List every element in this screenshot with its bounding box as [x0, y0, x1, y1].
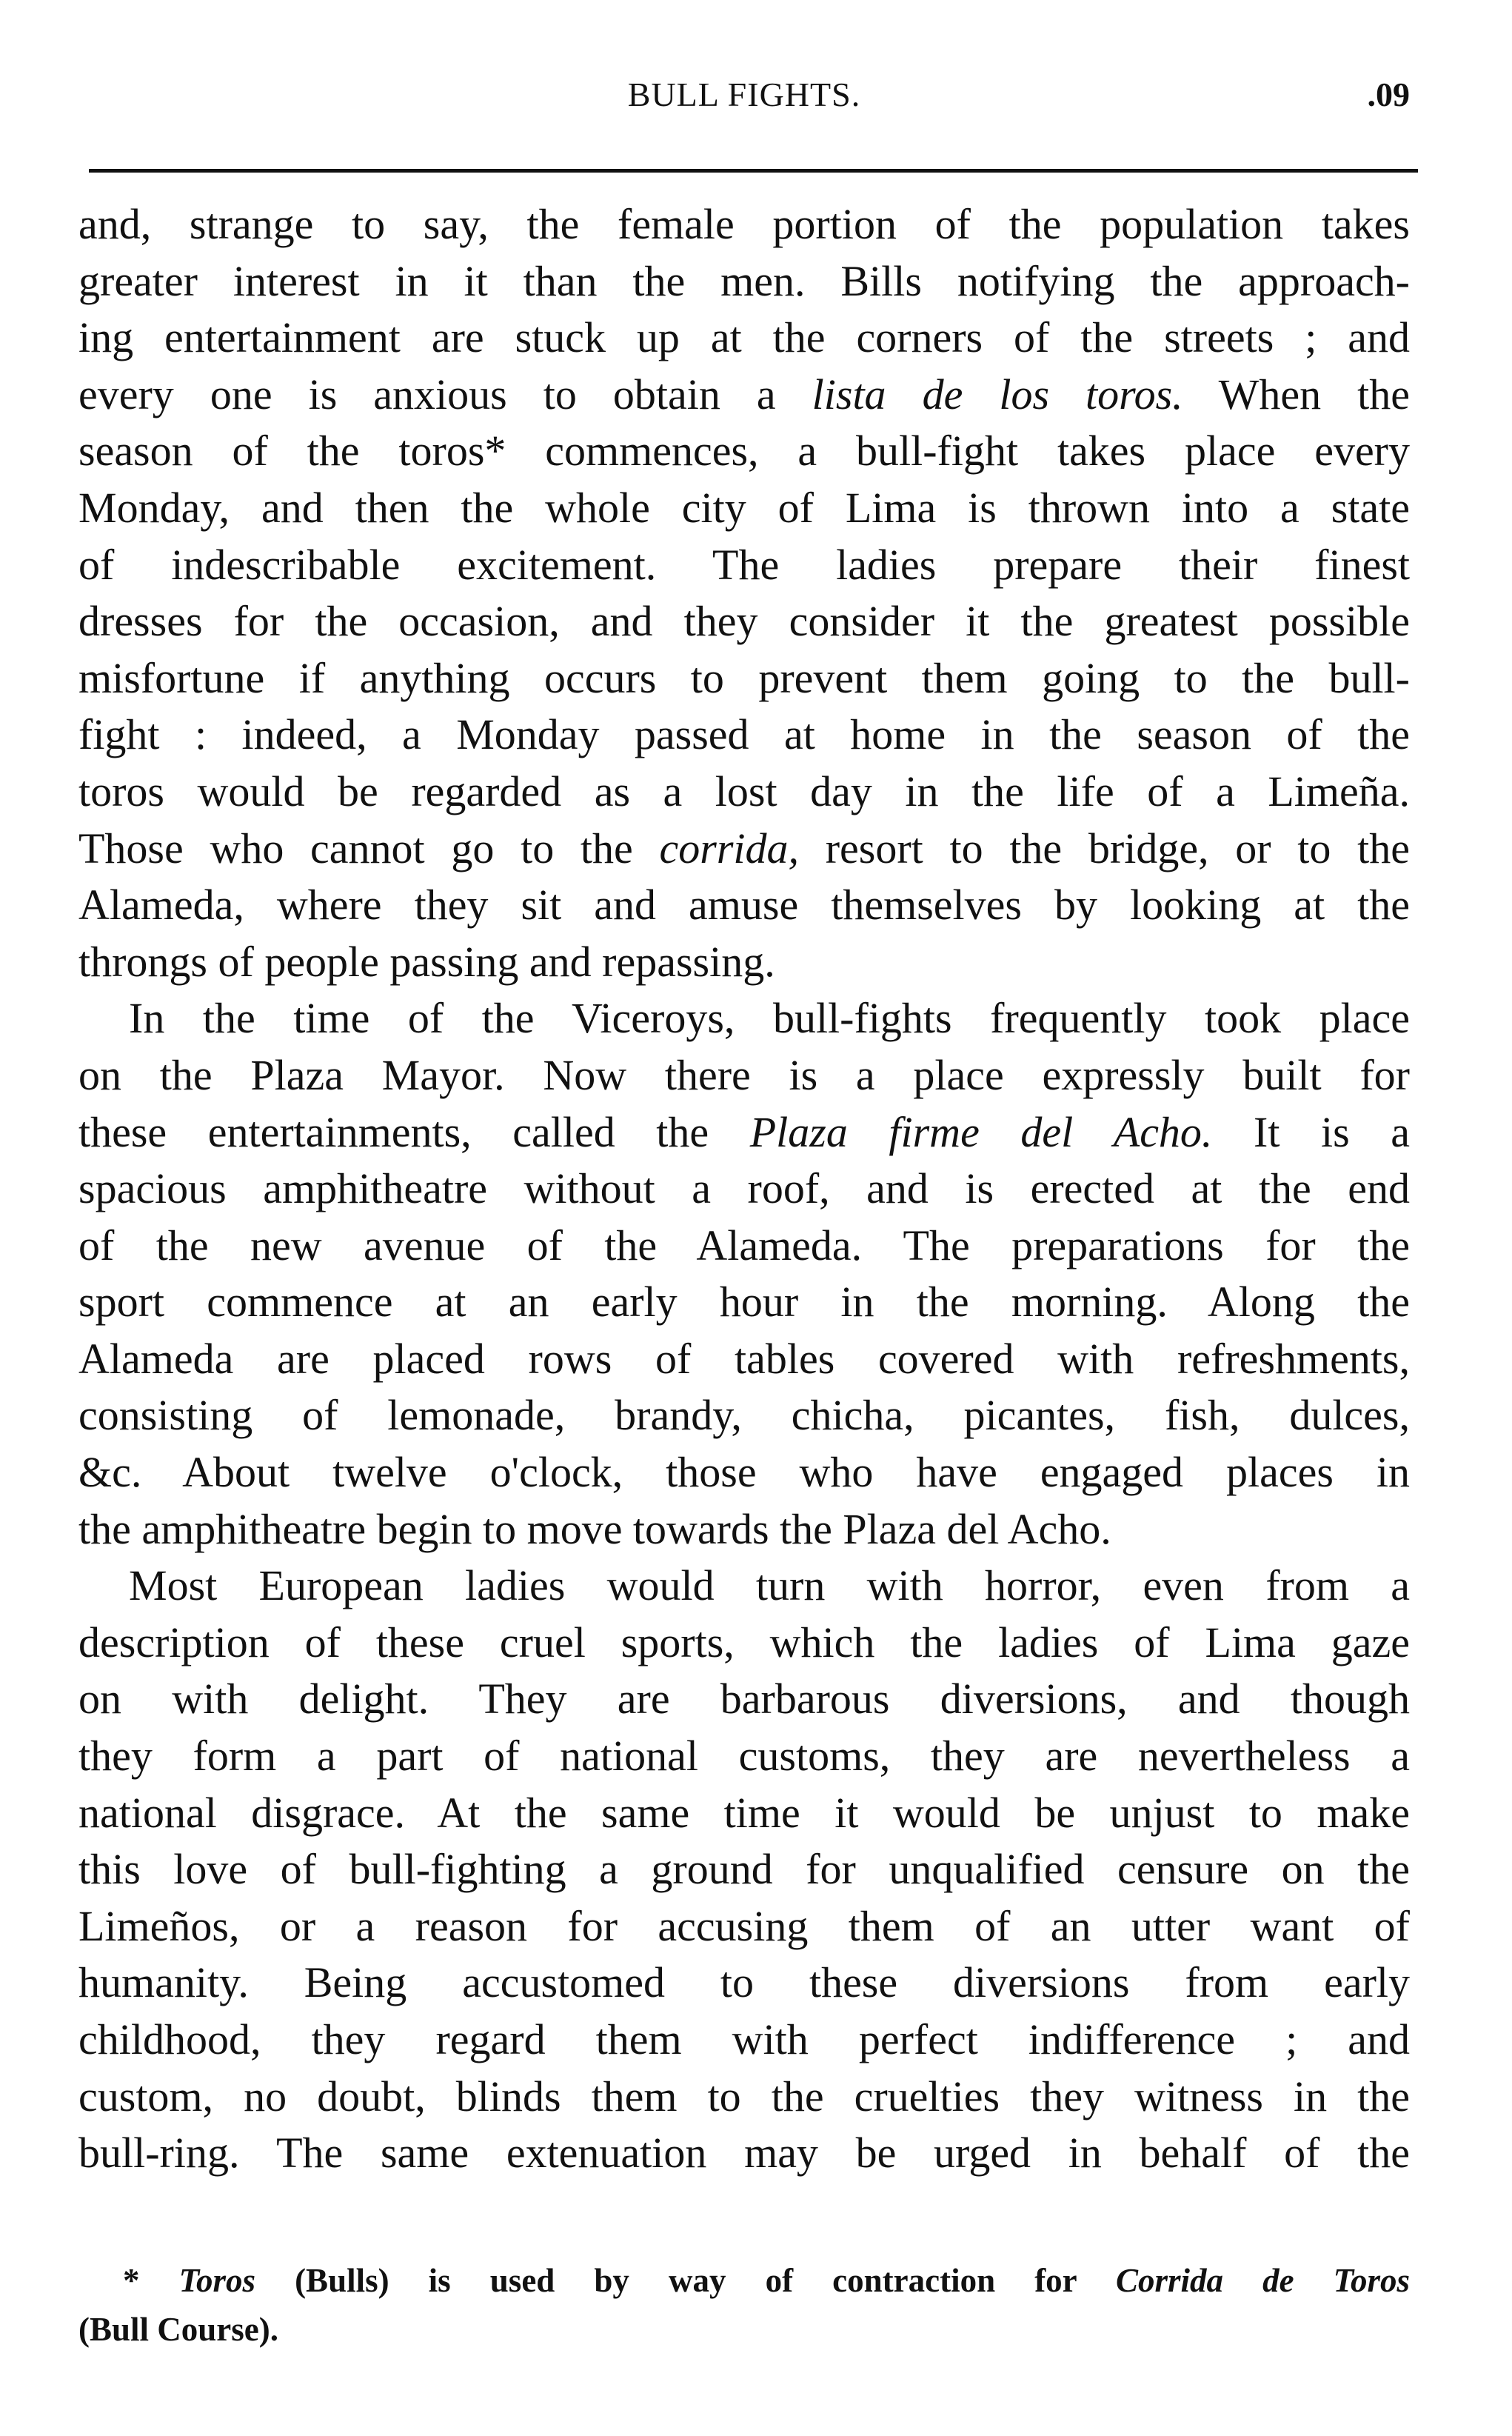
text-line [78, 1387, 1410, 1444]
text-segment: humanity. Being accustomed to these diversions from early [78, 1958, 1410, 2007]
text-segment: description of these cruel sports, which the ladies of Lima gaze [78, 1618, 1410, 1666]
text-line [78, 310, 1410, 367]
text-line [78, 1785, 1410, 1842]
text-segment: of indescribable excitement. The ladies prepare their finest [78, 540, 1410, 589]
text-line [78, 1671, 1410, 1728]
text-line [78, 1501, 1410, 1558]
text-segment: on with delight. They are barbarous diversions, and though [78, 1675, 1410, 1723]
page-header [78, 73, 1410, 117]
text-segment: sport commence at an early hour in the morning. Along the [78, 1278, 1410, 1327]
text-line [78, 934, 1410, 991]
text-segment: on the Plaza Mayor. Now there is a place expressly built for [78, 1050, 1410, 1099]
italic-text: Toros [178, 2262, 255, 2299]
footnote-line [78, 2305, 1410, 2354]
text-line [78, 423, 1410, 480]
text-segment: this love of bull-fighting a ground for unqualified censure on the [78, 1845, 1410, 1894]
text-segment: Monday, and then the whole city of Lima is thrown into a state [78, 483, 1410, 532]
text-line [78, 480, 1410, 537]
italic-text: corrida, [659, 824, 799, 872]
text-segment: (Bull Course). [78, 2311, 278, 2348]
text-line [78, 1841, 1410, 1898]
text-line [78, 877, 1410, 934]
text-segment: misfortune if anything occurs to prevent them going to the bull- [78, 653, 1410, 702]
text-line [78, 537, 1410, 594]
text-segment: every one is anxious to obtain a [78, 370, 812, 418]
text-line [78, 1274, 1410, 1331]
text-line [78, 1104, 1410, 1161]
text-segment: Alameda are placed rows of tables covered with refreshments, [78, 1334, 1410, 1383]
text-segment: Those who cannot go to the [78, 824, 660, 872]
text-line [78, 593, 1410, 650]
text-segment: season of the toros* commences, a bull-fight takes place every [78, 427, 1410, 475]
text-line [78, 1218, 1410, 1275]
text-segment: custom, no doubt, blinds them to the cruelties they witness in the [78, 2072, 1410, 2120]
text-line [78, 1728, 1410, 1785]
text-segment: of the new avenue of the Alameda. The preparations for the [78, 1221, 1410, 1269]
text-segment: Limeños, or a reason for accusing them of an utter want of [78, 1901, 1410, 1950]
text-segment: Alameda, where they sit and amuse themselves by looking at the [78, 881, 1410, 930]
text-segment: In the time of the Viceroys, bull-fights frequently took place [129, 994, 1410, 1043]
footnote-line [78, 2256, 1410, 2305]
text-segment: national disgrace. At the same time it would be unjust to make [78, 1788, 1410, 1837]
text-line [78, 764, 1410, 821]
text-line [78, 1444, 1410, 1501]
text-line [78, 196, 1410, 253]
text-line [78, 1047, 1410, 1104]
text-segment: spacious amphitheatre without a roof, and is erected at the end [78, 1164, 1410, 1213]
text-segment: childhood, they regard them with perfect indifference ; and [78, 2015, 1410, 2063]
text-segment: greater interest in it than the men. Bills notifying the approach- [78, 256, 1410, 305]
text-segment: fight : indeed, a Monday passed at home in the season of the [78, 710, 1410, 759]
italic-text: Corrida de Toros [1115, 2262, 1410, 2299]
text-line [78, 2012, 1410, 2069]
text-line [78, 1615, 1410, 1672]
italic-text: Plaza firme del Acho. [749, 1107, 1213, 1156]
text-line [78, 990, 1410, 1047]
text-segment: It is a [1212, 1107, 1410, 1156]
text-segment: * [123, 2262, 179, 2299]
text-line [78, 821, 1410, 878]
text-line [78, 1331, 1410, 1388]
text-line [78, 650, 1410, 707]
text-segment: and, strange to say, the female portion of the population takes [78, 200, 1410, 248]
text-line [78, 1898, 1410, 1955]
text-segment: they form a part of national customs, they are nevertheless a [78, 1732, 1410, 1781]
running-title: BULL FIGHTS. [627, 76, 861, 113]
text-line [78, 707, 1410, 764]
text-segment: &c. About twelve o'clock, those who have engaged places in [78, 1448, 1410, 1497]
text-line [78, 1558, 1410, 1615]
text-line [78, 2125, 1410, 2182]
footnote [78, 2256, 1410, 2354]
text-segment: dresses for the occasion, and they consider it the greatest possible [78, 597, 1410, 646]
text-line [78, 2069, 1410, 2126]
body-text [78, 196, 1410, 2182]
text-segment: ing entertainment are stuck up at the corners of the streets ; and [78, 313, 1410, 362]
text-segment: toros would be regarded as a lost day in the life of a Limeña. [78, 767, 1410, 815]
text-segment: When the [1182, 370, 1410, 418]
text-line [78, 1955, 1410, 2012]
text-segment: throngs of people passing and repassing. [78, 937, 775, 986]
text-line [78, 253, 1410, 310]
italic-text: lista de los toros. [812, 370, 1183, 418]
text-segment: bull-ring. The same extenuation may be urged in behalf of the [78, 2129, 1410, 2178]
text-segment: resort to the bridge, or to the [799, 824, 1410, 872]
header-rule [89, 169, 1418, 173]
text-segment: (Bulls) is used by way of contraction for [255, 2262, 1116, 2299]
text-segment: Most European ladies would turn with horror, even from a [129, 1561, 1410, 1610]
page-number: .09 [1367, 76, 1410, 113]
text-segment: these entertainments, called the [78, 1107, 750, 1156]
text-line [78, 367, 1410, 424]
text-segment: the amphitheatre begin to move towards the Plaza del Acho. [78, 1504, 1111, 1553]
text-segment: consisting of lemonade, brandy, chicha, picantes, fish, dulces, [78, 1391, 1410, 1440]
text-line [78, 1161, 1410, 1218]
